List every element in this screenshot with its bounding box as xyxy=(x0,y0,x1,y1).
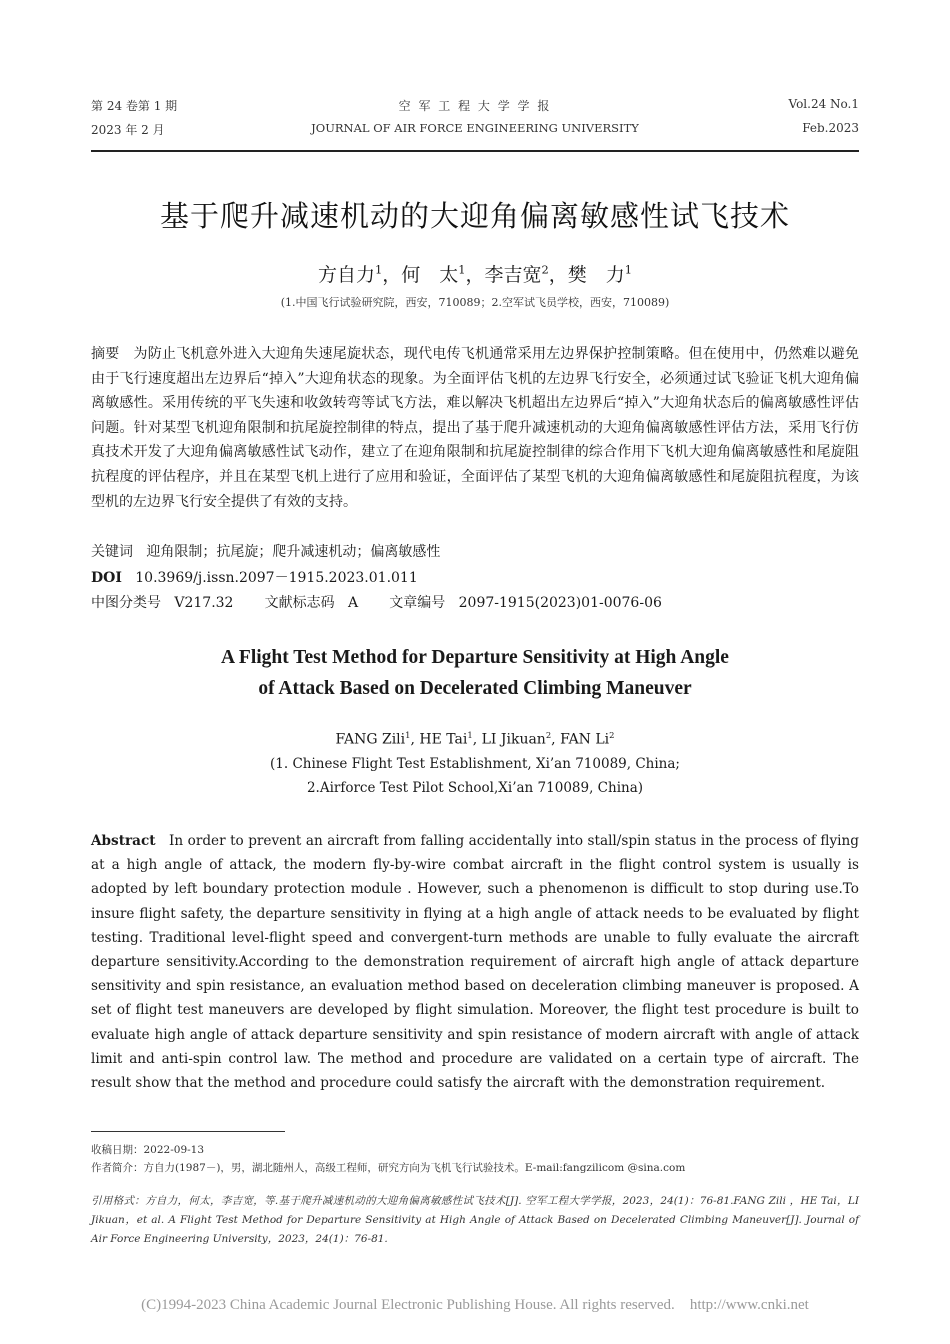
author-name: LI Jikuan xyxy=(481,731,546,748)
author-name: HE Tai xyxy=(419,731,468,748)
copyright-watermark xyxy=(0,1297,950,1314)
abstract-en xyxy=(91,829,859,1095)
author-name: 樊 力 xyxy=(567,264,625,286)
doc-code-value: A xyxy=(347,595,359,611)
affiliation-en-line1: (1. Chinese Flight Test Establishment, Xi’an 710089, China; xyxy=(270,756,680,772)
author-bio: 作者简介：方自力(1987－)，男，湖北随州人，高级工程师，研究方向为飞机飞行试验技术。E-mail:fangzilicom @sina.com xyxy=(91,1162,686,1174)
abstract-en-text: In order to prevent an aircraft from falling accidentally into stall/spin status in the process of flying at a high angle of attack, the modern fly-by-wire combat aircraft in the flight control system is usually is adopted by left boundary protection module . However, such a phenomenon is difficult to stop during use.To insure flight safety, the departure sensitivity in flying at a high angle of attack needs to be evaluated by flight testing. Traditional level-flight speed and convergent-turn methods are unable to fully evaluate the aircraft departure sensitivity.According to the demonstration requirement of aircraft high angle of attack departure sensitivity and spin resistance, an evaluation method based on deceleration climbing maneuver is proposed. A set of flight test maneuvers are developed by flight simulation. Moreover, the flight test procedure is built to evaluate high angle of attack departure sensitivity and spin resistance of modern aircraft with angle of attack limit and anti-spin control law. The method and procedure are validated on a certain type of aircraft. The result show that the method and procedure could satisfy the aircraft with the demonstration requirement. xyxy=(91,833,859,1092)
author-name: 李吉宽 xyxy=(484,264,542,286)
header-journal-cn: 空 军 工 程 大 学 学 报 xyxy=(398,99,552,113)
author-affil-mark: 1 xyxy=(467,730,473,740)
copyright-text: (C)1994-2023 China Academic Journal Electronic Publishing House. All rights reserved. xyxy=(141,1297,675,1313)
title-en-line1: A Flight Test Method for Departure Sensitivity at High Angle xyxy=(221,647,729,668)
doc-code-label: 文献标志码 xyxy=(264,595,335,611)
abstract-cn-text: 为防止飞机意外进入大迎角失速尾旋状态，现代电传飞机通常采用左边界保护控制策略。但在使用中，仍然难以避免由于飞行速度超出左边界后“掉入”大迎角状态的现象。为全面评估飞机的左边界飞行安全，必须通过试飞验证飞机大迎角偏离敏感性。采用传统的平飞失速和收敛转弯等试飞方法，难以解决飞机超出左边界后“掉入”大迎角状态后的偏离敏感性评估问题。针对某型飞机迎角限制和抗尾旋控制律的特点，提出了基于爬升减速机动的大迎角偏离敏感性评估方法，采用飞行仿真技术开发了大迎角偏离敏感性试飞动作，建立了在迎角限制和抗尾旋控制律的综合作用下飞机大迎角偏离敏感性和尾旋阻抗程度的评估程序，并且在某型飞机上进行了应用和验证，全面评估了某型飞机的大迎角偏离敏感性和尾旋阻抗程度，为该型机的左边界飞行安全提供了有效的支持。 xyxy=(91,346,860,510)
author-affil-mark: 1 xyxy=(374,262,383,277)
authors-en: FANG Zili$^1$, HE Tai$^1$, LI Jikuan$^2$, FAN Li$^2$ xyxy=(335,730,615,748)
doi-label: DOI xyxy=(91,570,122,586)
abstract-en-label: Abstract xyxy=(91,833,156,849)
affiliation-en-line2: 2.Airforce Test Pilot School,Xi’an 710089, China) xyxy=(306,780,644,796)
abstract-cn-label: 摘要 xyxy=(91,346,120,362)
footnote-rule xyxy=(91,1131,285,1132)
keywords-cn-text: 迎角限制；抗尾旋；爬升减速机动；偏离敏感性 xyxy=(146,544,441,560)
citation: 引用格式：方自力，何太，李吉宽，等.基于爬升减速机动的大迎角偏离敏感性试飞技术[J]. 空军工程大学学报，2023，24(1)：76-81.FANG Zili ，HE Tai，LI Jikuan，et al. A Flight Test Method for Departure Sensitivity at High Angle of Attack Based on Decelerated Climbing Maneuver[J]. Journal of Air Force Engineering University，2023，24(1)：76-81. xyxy=(91,1195,859,1245)
author-affil-mark: 2 xyxy=(609,730,615,740)
cnki-link[interactable]: http://www.cnki.net xyxy=(689,1297,809,1313)
author-name: 何 太 xyxy=(401,264,459,286)
author-affil-mark: 2 xyxy=(541,262,549,277)
clc-label: 中图分类号 xyxy=(91,595,161,611)
received-date: 收稿日期：2022-09-13 xyxy=(91,1144,205,1156)
keywords-cn xyxy=(91,541,859,561)
doi-link[interactable]: 10.3969/j.issn.2097－1915.2023.01.011 xyxy=(135,570,418,586)
header-journal-en: JOURNAL OF AIR FORCE ENGINEERING UNIVERSITY xyxy=(311,121,639,135)
author-name: FAN Li xyxy=(560,731,610,748)
author-affil-mark: 1 xyxy=(405,730,411,740)
author-name: 方自力 xyxy=(317,264,375,286)
clc-value: V217.32 xyxy=(174,595,234,611)
header-month-year: Feb.2023 xyxy=(802,121,859,135)
header-rule xyxy=(91,150,859,152)
keywords-cn-label: 关键词 xyxy=(91,544,133,560)
authors-cn: 方自力$^1$，何 太$^1$，李吉宽$^2$，樊 力$^1$ xyxy=(317,262,633,286)
page-title-cn: 基于爬升减速机动的大迎角偏离敏感性试飞技术 xyxy=(159,199,790,233)
author-name: FANG Zili xyxy=(335,731,406,748)
author-affil-mark: 2 xyxy=(545,730,552,740)
title-en-line2: of Attack Based on Decelerated Climbing Maneuver xyxy=(258,678,692,699)
header-volume: 第 24 卷第 1 期 xyxy=(91,99,178,113)
header-vol-no: Vol.24 No.1 xyxy=(788,97,859,111)
author-affil-mark: 1 xyxy=(458,262,466,277)
affiliation-cn: (1.中国飞行试验研究院，西安，710089；2.空军试飞员学校，西安，710089) xyxy=(280,296,670,309)
article-number-value: 2097-1915(2023)01-0076-06 xyxy=(458,595,662,611)
abstract-cn xyxy=(91,342,859,514)
classification-line xyxy=(91,592,859,612)
article-number-label: 文章编号 xyxy=(389,595,446,611)
page-title-en xyxy=(0,642,950,704)
doi-line xyxy=(91,567,859,587)
author-affil-mark: 1 xyxy=(624,262,633,277)
header-date: 2023 年 2 月 xyxy=(91,123,165,137)
